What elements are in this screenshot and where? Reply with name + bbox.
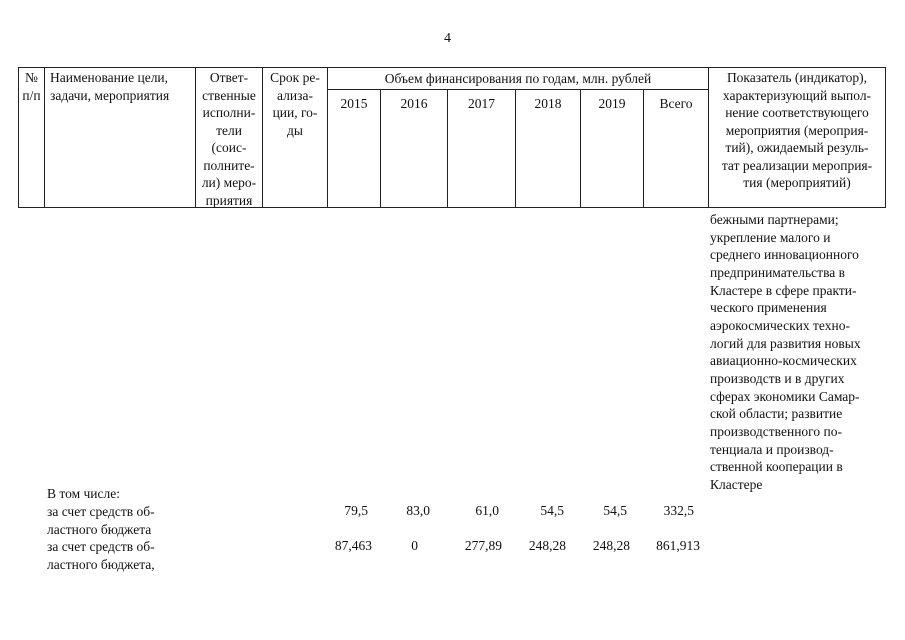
indicator-line: аэрокосмических техно- <box>710 317 850 333</box>
indicator-line: ской области; развитие <box>710 406 843 422</box>
row-label-line: за счет средств об- <box>47 539 155 554</box>
header-col-responsible <box>196 69 262 209</box>
indicator-line: бежными партнерами; <box>710 212 839 227</box>
indicator-line: предпринимательства в <box>710 264 846 280</box>
header-text: тат реализации мероприя- <box>721 157 873 173</box>
header-funding-title: Объем финансирования по годам, млн. рублей <box>384 71 652 86</box>
header-text: полните- <box>203 157 255 173</box>
value-2016: 83,0 <box>406 503 430 518</box>
row-label-line: за счет средств об- <box>47 504 155 519</box>
indicator-line: логий для развития новых <box>710 335 861 351</box>
col-border <box>44 67 45 208</box>
header-text: нение соответствующего <box>725 105 869 120</box>
value-2018: 248,28 <box>528 538 566 553</box>
header-text: Показатель (индикатор), <box>726 70 868 85</box>
header-col-term <box>263 69 327 139</box>
header-col-name <box>50 69 195 104</box>
value-2019: 248,28 <box>592 538 630 553</box>
indicator-line: Кластере <box>710 476 763 492</box>
header-text: характеризующий выпол- <box>722 87 872 103</box>
value-total: 332,5 <box>663 503 694 518</box>
indicator-line: тенциала и производ- <box>710 441 834 457</box>
header-year-2016: 2016 <box>400 96 428 111</box>
header-text: Срок ре- <box>270 70 320 85</box>
header-total: Всего <box>659 96 693 111</box>
col-border <box>327 67 328 208</box>
header-text: исполни- <box>202 105 256 120</box>
row-label-line: ластного бюджета <box>47 521 152 537</box>
value-2017: 277,89 <box>464 538 502 553</box>
header-year-2015: 2015 <box>340 96 368 111</box>
funding-subheader-border <box>327 89 708 90</box>
indicator-line: ческого применения <box>710 300 827 316</box>
indicator-line: авиационно-космических <box>710 353 857 369</box>
value-2019: 54,5 <box>603 503 627 518</box>
table-top-border <box>18 67 886 68</box>
header-col-indicator <box>709 69 885 192</box>
indicator-text <box>710 211 861 494</box>
indicator-line: производственного по- <box>710 423 842 439</box>
header-text: мероприятия (мероприя- <box>725 122 869 138</box>
header-text: Ответ- <box>209 70 249 85</box>
row-label-regional-budget <box>47 538 155 573</box>
header-text: тий), ожидаемый резуль- <box>725 140 869 155</box>
header-year-2017: 2017 <box>468 96 495 111</box>
table-header-bottom-border <box>18 207 886 208</box>
row-label-regional-budget <box>47 503 155 538</box>
row-label-line: ластного бюджета, <box>47 556 155 572</box>
indicator-line: сферах экономики Самар- <box>710 388 860 404</box>
value-2017: 61,0 <box>475 503 499 518</box>
header-text: задачи, мероприятия <box>50 87 170 103</box>
header-col-number <box>19 69 44 104</box>
header-text: тели <box>216 122 242 138</box>
header-text: ды <box>287 122 303 138</box>
header-text: ализа- <box>277 87 313 103</box>
header-year-2019: 2019 <box>598 96 626 111</box>
indicator-line: производств и в других <box>710 370 845 386</box>
header-text: ции, го- <box>272 105 318 120</box>
value-total: 861,913 <box>656 538 700 553</box>
col-border <box>885 67 886 208</box>
header-text: ли) меро- <box>201 175 257 190</box>
header-text: приятия <box>205 192 253 208</box>
indicator-line: укрепление малого и <box>710 229 831 245</box>
header-text: № <box>25 70 38 85</box>
header-year-2018: 2018 <box>534 96 562 111</box>
header-text: ственные <box>202 87 256 103</box>
indicator-line: среднего инновационного <box>710 247 859 263</box>
header-text: (соис- <box>211 140 247 155</box>
header-text: Наименование цели, <box>50 70 169 85</box>
value-2015: 79,5 <box>344 503 368 518</box>
indicator-line: Кластере в сфере практи- <box>710 282 857 298</box>
header-text: п/п <box>22 87 41 103</box>
value-2016: 0 <box>411 538 418 553</box>
page-number: 4 <box>444 31 451 46</box>
value-2018: 54,5 <box>540 503 564 518</box>
row-label-including: В том числе: <box>47 486 120 501</box>
header-text: тия (мероприятий) <box>743 175 851 190</box>
indicator-line: ственной кооперации в <box>710 459 843 475</box>
value-2015: 87,463 <box>334 538 372 553</box>
